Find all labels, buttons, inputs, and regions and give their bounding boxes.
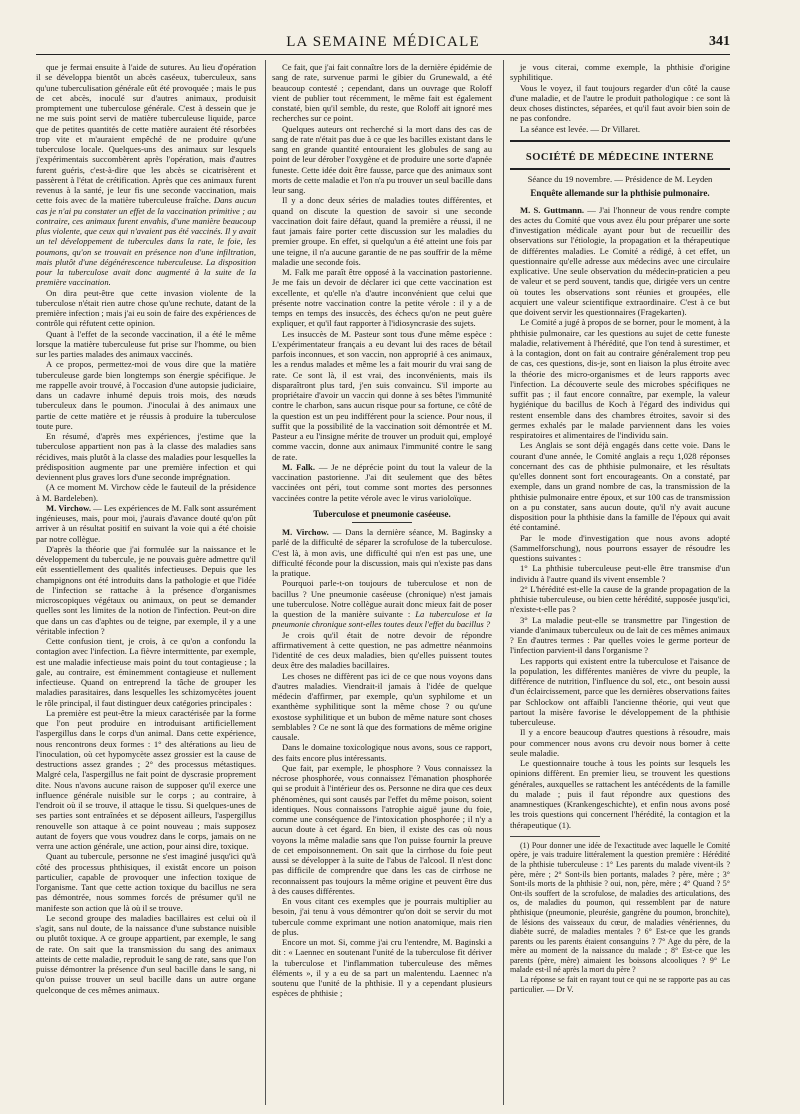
page-header	[36, 34, 730, 54]
page-number: 341	[709, 34, 730, 49]
paragraph: Que fait, par exemple, le phosphore ? Vous connaissez la nécrose phosphorée, vous connaissez l'émanation phosphorée qui se produit à l'intérieur des os. Personne ne dira que ces deux phénomènes, qui sont causés par l'effet du même poison, soient identiques. Nous connaissons l'atrophie aiguë jaune du foie, comme une conséquence de l'intoxication phosphorée ; il n'y a aucun doute à cet égard. En bien, il existe des cas où nous voyons la même maladie sans que l'on puisse fournir la preuve de cet empoisonnement. On sait que la cirrhose du foie peut aussi se développer à la suite de l'abus de l'alcool. Il n'est donc pas difficile de comprendre que dans les cas de cirrhose ne reconnaissent pas toujours la même origine et peuvent être dus à des causes différentes.	[272, 762, 492, 896]
paragraph: On dira peut-être que cette invasion violente de la tuberculose n'était rien autre chose qu'une rechute, datant de la première infection ; mais j'ai eu soin de faire des expériences de contrôle qui réfutent cette opinion.	[36, 287, 256, 329]
society-heading-box	[510, 140, 730, 170]
paragraph: 3° La maladie peut-elle se transmettre par l'ingestion de viande d'animaux tuberculeux ou de lait de ces mêmes animaux ? En d'autres termes : Par quelles voies le germe porteur de l'infection parvient-il dans l'organisme ?	[510, 614, 730, 656]
paragraph: 1° La phthisie tuberculeuse peut-elle être transmise d'un individu à l'autre quand ils vivent ensemble ?	[510, 563, 730, 584]
society-title: SOCIÉTÉ DE MÉDECINE INTERNE	[525, 151, 715, 163]
paragraph: M. Virchow. — Dans la dernière séance, M. Baginsky a parlé de la difficulté de séparer la scrofulose de la tuberculose. C'est là, à mon avis, une difficulté qui n'en est pas une, une difficulté féconde pour la discussion, mais qui n'existe pas dans la pratique.	[272, 527, 492, 578]
session-line: Séance du 19 novembre. — Présidence de M. Leyden	[527, 174, 713, 184]
paragraph: Le Comité a jugé à propos de se borner, pour le moment, à la phthisie pulmonaire, car les questions au sujet de cette funeste maladie, relativement à l'hérédité, que l'on tend à surestimer, et à la contagion, dont on fait au contraire généralement trop peu de cas, ces questions, dis-je, sont en liaison la plus étroite avec la théorie des micro-organismes et de leurs rapports avec l'infection. La découverte seule des microbes spécifiques ne suffit pas ; il faut encore connaître, par exemple, la valeur hygiénique du bacillus de Koch à l'égard des individus qui restent ensemble dans des chambres étroites, savoir si des germes exhalés par le malade parviennent dans les voies respiratoires et alimentaires de l'individu sain.	[510, 317, 730, 440]
paragraph: En vous citant ces exemples que je pourrais multiplier au besoin, j'ai tenu à vous démontrer qu'on doit se servir du mot tubercule comme exprimant une notion anatomique, mais rien de plus.	[272, 896, 492, 937]
footnote-rule	[510, 836, 600, 837]
paragraph: Encore un mot. Si, comme j'ai cru l'entendre, M. Baginski a dit : « Laennec en soutenant l'unité de la tuberculose fit dériver la tuberculose et l'inflammation tuberculeuse des mêmes éléments », il y a eu de sa part un malentendu. Laennec n'a soutenu que l'unité de la phthisie. Il y a cependant plusieurs espèces de phthisie ;	[272, 937, 492, 999]
paragraph: Il y a donc deux séries de maladies toutes différentes, et quand on discute la question de savoir si une seconde vaccination doit faire défaut, quand la première a réussi, il ne faut jamais faire porter cette discussion sur les maladies du premier groupe. En effet, si quelqu'un a été atteint une fois par une teigne, il n'a aucune garantie de ne pas souffrir de la même maladie une seconde fois.	[272, 195, 492, 267]
paragraph: Par le mode d'investigation que nous avons adopté (Sammelforschung), nous pourrons essayer de résoudre les questions suivantes :	[510, 532, 730, 563]
paragraph: Quelques auteurs ont recherché si la mort dans des cas de sang de rate n'était pas due à ce que les bacilles existant dans le sang en grande quantité entouraient les globules de sang au point de leur dérober l'oxygène et de produire une sorte d'apnée funeste. Cette idée doit être fausse, parce que des animaux sont morts de cette maladie et l'on n'a pu trouver un seul bacille dans leur sang.	[272, 123, 492, 195]
footnote: La réponse se fait en rayant tout ce qui ne se rapporte pas au cas particulier. — Dr V.	[510, 975, 730, 994]
signature: — Dr Villaret.	[590, 123, 641, 134]
paragraph: Vous le voyez, il faut toujours regarder d'un côté la cause d'une maladie, et de l'autre le produit pathologique : ce sont là deux choses distinctes, séparées, et qu'il faut avoir bien soin de ne pas confondre.	[510, 82, 730, 124]
column-1	[36, 62, 256, 1102]
paragraph: Dans le domaine toxicologique nous avons, sous ce rapport, des faits encore plus intéressants.	[272, 742, 492, 763]
paragraph: Le second groupe des maladies bacillaires est celui où il s'agit, sans nul doute, de la naissance d'une substance nuisible ou plutôt toxique. A ce groupe appartient, par exemple, le sang de rate. On sait que la transmission du sang des animaux atteints de cette maladie, reproduit le sang de rate, sans que l'on puisse démontrer la présence d'un seul bacille dans le sang, ni qu'on puisse trouver un seul bacille dans un autre organe quelconque de ces mêmes animaux.	[36, 912, 256, 995]
paragraph: Cette confusion tient, je crois, à ce qu'on a confondu la contagion avec l'infection. La fièvre intermittente, par exemple, est une maladie infectieuse mais point du tout contagieuse ; la gale, au contraire, est éminemment contagieuse et nullement infectieuse. Quand on entreprend la tâche de grouper les maladies parasitaires, dans lesquelles les schizomycètes jouent le rôle principal, il faut distinguer deux catégories principales :	[36, 636, 256, 708]
paragraph: que je fermai ensuite à l'aide de sutures. Au lieu d'opération il se développa bientôt un abcès caséeux, tuberculeux, sans qu'une tuberculisation générale eût été provoquée ; mais le pus de cet abcès, inoculé sur d'autres animaux, produisit promptement une tuberculose générale. C'est à dessein que je ne me suis point servi de matière tuberculeuse liquide, parce que de petites quantités de cette matière auraient été résorbées trop vite et m'auraient empêché de ne produire qu'une tuberculose locale. Quelques-uns des animaux sur lesquels j'expérimentais succombèrent après l'opération, mais d'autres furent guéris, c'est-à-dire que les abcès se cicatrisèrent et passèrent à l'état de crétification. Après que ces animaux furent revenus à la santé, je leur fis une seconde vaccination, mais cette fois avec de la matière tuberculeuse fraîche. Dans aucun cas je n'ai pu constater un effet de la vaccination primitive ; au contraire, ces animaux furent envahis, d'une manière beaucoup plus violente, que ceux qui n'avaient pas été vaccinés. Il y avait un tel développement de tubercules dans la rate, le foie, les poumons, qu'on se trouvait en présence non d'une infiltration, mais plutôt d'une dégénérescence tuberculeuse. La disposition pour la tuberculose avait donc augmenté à la suite de la première vaccination.	[36, 62, 256, 288]
paragraph: Les choses ne diffèrent pas ici de ce que nous voyons dans d'autres maladies. Viendrait-il jamais à l'idée de quelque médecin d'affirmer, par exemple, qu'un syphilome et un exanthème syphilitique sont la même chose ? ou qu'une exostose syphilitique et un bubon de même nature sont choses semblables ? Ce ne sont là que des formations de même origine causale.	[272, 670, 492, 742]
paragraph: Quant à l'effet de la seconde vaccination, il a été le même lorsque la matière tuberculeuse fut prise sur l'homme, ou bien sur les parties malades des animaux vaccinés.	[36, 328, 256, 359]
column-divider	[503, 60, 504, 1105]
speaker-name: M. S. Guttmann.	[520, 204, 584, 215]
journal-title: LA SEMAINE MÉDICALE	[286, 34, 480, 50]
paragraph: 2° L'hérédité est-elle la cause de la grande propagation de la phthisie tuberculeuse, ou bien cette hérédité, supposée jusqu'ici, n'existe-t-elle pas ?	[510, 583, 730, 615]
paragraph: En résumé, d'après mes expériences, j'estime que la tuberculose appartient non pas à la classe des maladies sans récidives, mais plutôt à la classe des maladies pour lesquelles la prédisposition augmente par une première infection et qui deviennent plus graves lors d'une seconde imprégnation.	[36, 431, 256, 482]
paragraph: Le questionnaire touche à tous les points sur lesquels les opinions diffèrent. En premier lieu, se trouvent les questions générales, auxquelles se rattachent les antécédents de la famille du malade ; puis il faut répondre aux questions des anamnestiques (Krankengeschichte), et enfin nous avons posé les trois questions qui concernent l'hérédité, la contagion et la thérapeutique (1).	[510, 758, 730, 830]
paragraph: Ce fait, que j'ai fait connaître lors de la dernière épidémie de sang de rate, survenue parmi le gibier du Grunewald, a été beaucoup contesté ; cependant, dans un ouvrage que Roloff vient de publier tout récemment, le même fait est également constaté, bien qu'il semble, du reste, que Roloff ait ignoré mes recherches sur ce point.	[272, 62, 492, 124]
paragraph: La première est peut-être la mieux caractérisée par la forme que l'on peut produire en introduisant artificiellement l'aspergillus dans le corps d'un animal. Dans cette expérience, nous rencontrons deux formes : 1° des altérations au lieu de l'inoculation, où cet hypomycète assez grossier est la cause de destructions assez grandes ; 2° des processus métastiques. Malgré cela, l'aspergillus ne fait point de dyscrasie proprement dite. Nous n'avons aucune raison de supposer qu'il exerce une influence générale nuisible sur le corps ; au contraire, à l'endroit où il se trouve, il attaque le tissu. Si quelques-unes de ses parties sont entraînées et se déposent ailleurs, l'aspergillus renouvelle son attaque à ce point nouveau ; mais supposez autant de foyers que vous voudrez dans le corps, jamais on ne verra une action générale, une action, pour ainsi dire, toxique.	[36, 707, 256, 851]
paragraph: Les rapports qui existent entre la tuberculose et l'aisance de la population, les différentes manières de vivre du peuple, la différence de nutrition, l'influence du sol, etc., ont besoin aussi d'un éclaircissement, parce que les dernières observations faites par Schlockow ont affaibli l'ancienne théorie, qui veut que partout la misère favorise le développement de la phthisie tuberculeuse.	[510, 655, 730, 727]
header-rule	[36, 54, 730, 55]
paragraph: M. Falk me paraît être opposé à la vaccination pastorienne. Je me fais un devoir de déclarer ici que cette vaccination est excellente, et qu'elle n'a d'autre inconvénient que celui que présente notre vaccination contre la petite vérole : il y a de temps en temps des insuccès, des échecs qu'on ne peut guère expliquer, et qu'il faut rapporter à l'idiosyncrasie des sujets.	[272, 267, 492, 329]
paragraph: A ce propos, permettez-moi de vous dire que la matière tuberculeuse garde bien longtemps son énergie spécifique. Je me rappelle avoir trouvé, à l'occasion d'une autopsie judiciaire, dans un cadavre inhumé depuis trois mois, des nœuds tuberculeux dans le poumon. J'inoculai à des animaux une partie de cette matière et je réussis à produire la tuberculose toute pure.	[36, 359, 256, 431]
paragraph: La séance est levée. — Dr Villaret.	[520, 123, 641, 134]
enquiry-title: Enquête allemande sur la phthisie pulmonaire.	[530, 188, 710, 199]
paragraph: Les insuccès de M. Pasteur sont tous d'une même espèce : L'expérimentateur français a eu devant lui des races de bétail parfois inconnues, et son vaccin, non approprié à ces animaux, les a rendus malades et même les a fait mourir du vrai sang de rate. Ce sont là, il est vrai, des inconvénients, mais ils disparaîtront plus tard, j'en suis convaincu. S'il importe au propriétaire d'avoir un vaccin qui donne à ses bêtes l'immunité contre le charbon, sans aucun risque pour sa fortune, ce côté de la question est un peu indifférent pour la science. Pour nous, il suffit que la possibilité de la vaccination soit démontrée et M. Pasteur a eu l'insigne mérite de trouver un produit qui, employé comme vaccin, donne aux animaux l'immunité contre le sang de rate.	[272, 328, 492, 462]
paragraph: Pourquoi parle-t-on toujours de tuberculose et non de bacillus ? Une pneumonie caséeuse (chronique) n'est jamais une tuberculose. Notre collègue aurait donc mieux fait de poser la question de la manière suivante : La tuberculose et la pneumonie chronique sont-elles toutes deux l'effet du bacillus ?	[272, 578, 492, 630]
paragraph: M. Virchow. — Les expériences de M. Falk sont assurément ingénieuses, mais, pour moi, j'aurais d'avance douté qu'on pût arriver à un résultat positif en suivant la voie qui a été choisie par notre collègue.	[36, 502, 256, 544]
section-heading: Tuberculose et pneumonie caséeuse.	[272, 509, 492, 523]
paragraph: M. Falk. — Je ne déprécie point du tout la valeur de la vaccination pastorienne. J'ai dit seulement que des bêtes vaccinées ont péri, tout comme sont mortes des personnes vaccinées contre la petite vérole avec le virus varioloïque.	[272, 461, 492, 503]
column-3	[510, 62, 730, 1102]
speaker-name: M. Virchow.	[282, 527, 329, 537]
paragraph: M. S. Guttmann. — J'ai l'honneur de vous rendre compte des actes du Comité que vous avez élu pour préparer une sorte d'investigation médicale ayant pour but de recueillir des observations sur l'étiologie, la propagation et la thérapeutique de différentes maladies. Le Comité a rédigé, à cet effet, un questionnaire qu'elle adresse aux médecins avec une circulaire explicative. Une seule observation du médecin-praticien a peu de valeur et se perd souvent, tandis que, dirigée vers un centre où toutes les observations sont réunies et groupées, elle acquiert une valeur scientifique extraordinaire. C'est à ce but que doivent servir les questionnaires (Fragekarten).	[510, 204, 730, 317]
column-2	[272, 62, 492, 1102]
paragraph: Il y a encore beaucoup d'autres questions à résoudre, mais pour commencer nous avons cru devoir nous borner à cette seule maladie.	[510, 727, 730, 758]
column-divider	[265, 60, 266, 1105]
paragraph: Les Anglais se sont déjà engagés dans cette voie. Dans le courant d'une année, le Comité anglais a reçu 1,028 réponses concernant des cas de phthisie pulmonaire, et les résultats qu'elles donnent sont fort encourageants. On a constaté, par exemple, dans un grand nombre de cas, la transmission de la phthisie pulmonaire entre époux, et sur 100 cas de transmission on a pu constater, sans aucun doute, qu'il n'y avait aucune disposition pour la phthisie dans la famille de l'époux qui avait été contaminé.	[510, 440, 730, 533]
speaker-name: M. Virchow.	[46, 502, 91, 513]
paragraph: Je crois qu'il était de notre devoir de répondre affirmativement à cette question, ne pas admettre néanmoins l'identité de ces deux maladies, bien qu'elles puissent toutes deux être des maladies bacillaires.	[272, 629, 492, 671]
speaker-name: M. Falk.	[282, 461, 315, 472]
paragraph: je vous citerai, comme exemple, la phthisie d'origine syphilitique.	[510, 62, 730, 83]
paragraph: D'après la théorie que j'ai formulée sur la naissance et le développement du tubercule, je ne pouvais guère admettre qu'il eût essentiellement des qualités infectieuses. Depuis que les champignons ont été introduits dans la pathologie et que l'idée de l'infection se rattache à la présence d'organismes microscopiques végétaux ou animaux, on peut se demander quelles sont les limites de la notion de l'infection. Peut-on dire que dans un cas d'aphtes ou de teigne, par exemple, il y a une véritable infection ?	[36, 543, 256, 636]
footnote: (1) Pour donner une idée de l'exactitude avec laquelle le Comité opère, je vais traduire littéralement la question première : Hérédité de la phthisie tuberculeuse : 1° Les parents du malade vivent-ils ? père, mère ; 2° Sont-ils bien portants, malades ? père, mère ; 3° Sont-ils morts de la phthisie ? oui, non, père, mère ; 4° Quand ? 5° Ont-ils souffert de la scrofulose, de maladies des articulations, des os, de maladies du poumon, qui ressemblent par de nature phthisique (pneumonie, pleurésie, gangrène du poumon, bronchite), de lésions des vaisseaux du cœur, de maladies vénériennes, du diabète sucré, de maladies mentales ? 6° Est-ce que les grands parents ou les parents étaient consanguins ? 7° Age du père, de la mère au moment de la naissance du malade ; 8° Est-ce que les parents (père, mère) aimaient les boissons alcooliques ? 9° Le malade est-il né après la mort du père ?	[510, 840, 730, 975]
paragraph: Quant au tubercule, personne ne s'est imaginé jusqu'ici qu'à côté des processus phthisiques, il existât encore un poison particulier, capable de provoquer une infection toxique de l'organisme. Tant que cette action toxique du bacillus ne sera pas démontrée, nous sommes forcés de présumer qu'il ne manifeste son action que là où il se trouve.	[36, 851, 256, 913]
paragraph: (A ce moment M. Virchow cède le fauteuil de la présidence à M. Bardeleben).	[36, 482, 256, 503]
